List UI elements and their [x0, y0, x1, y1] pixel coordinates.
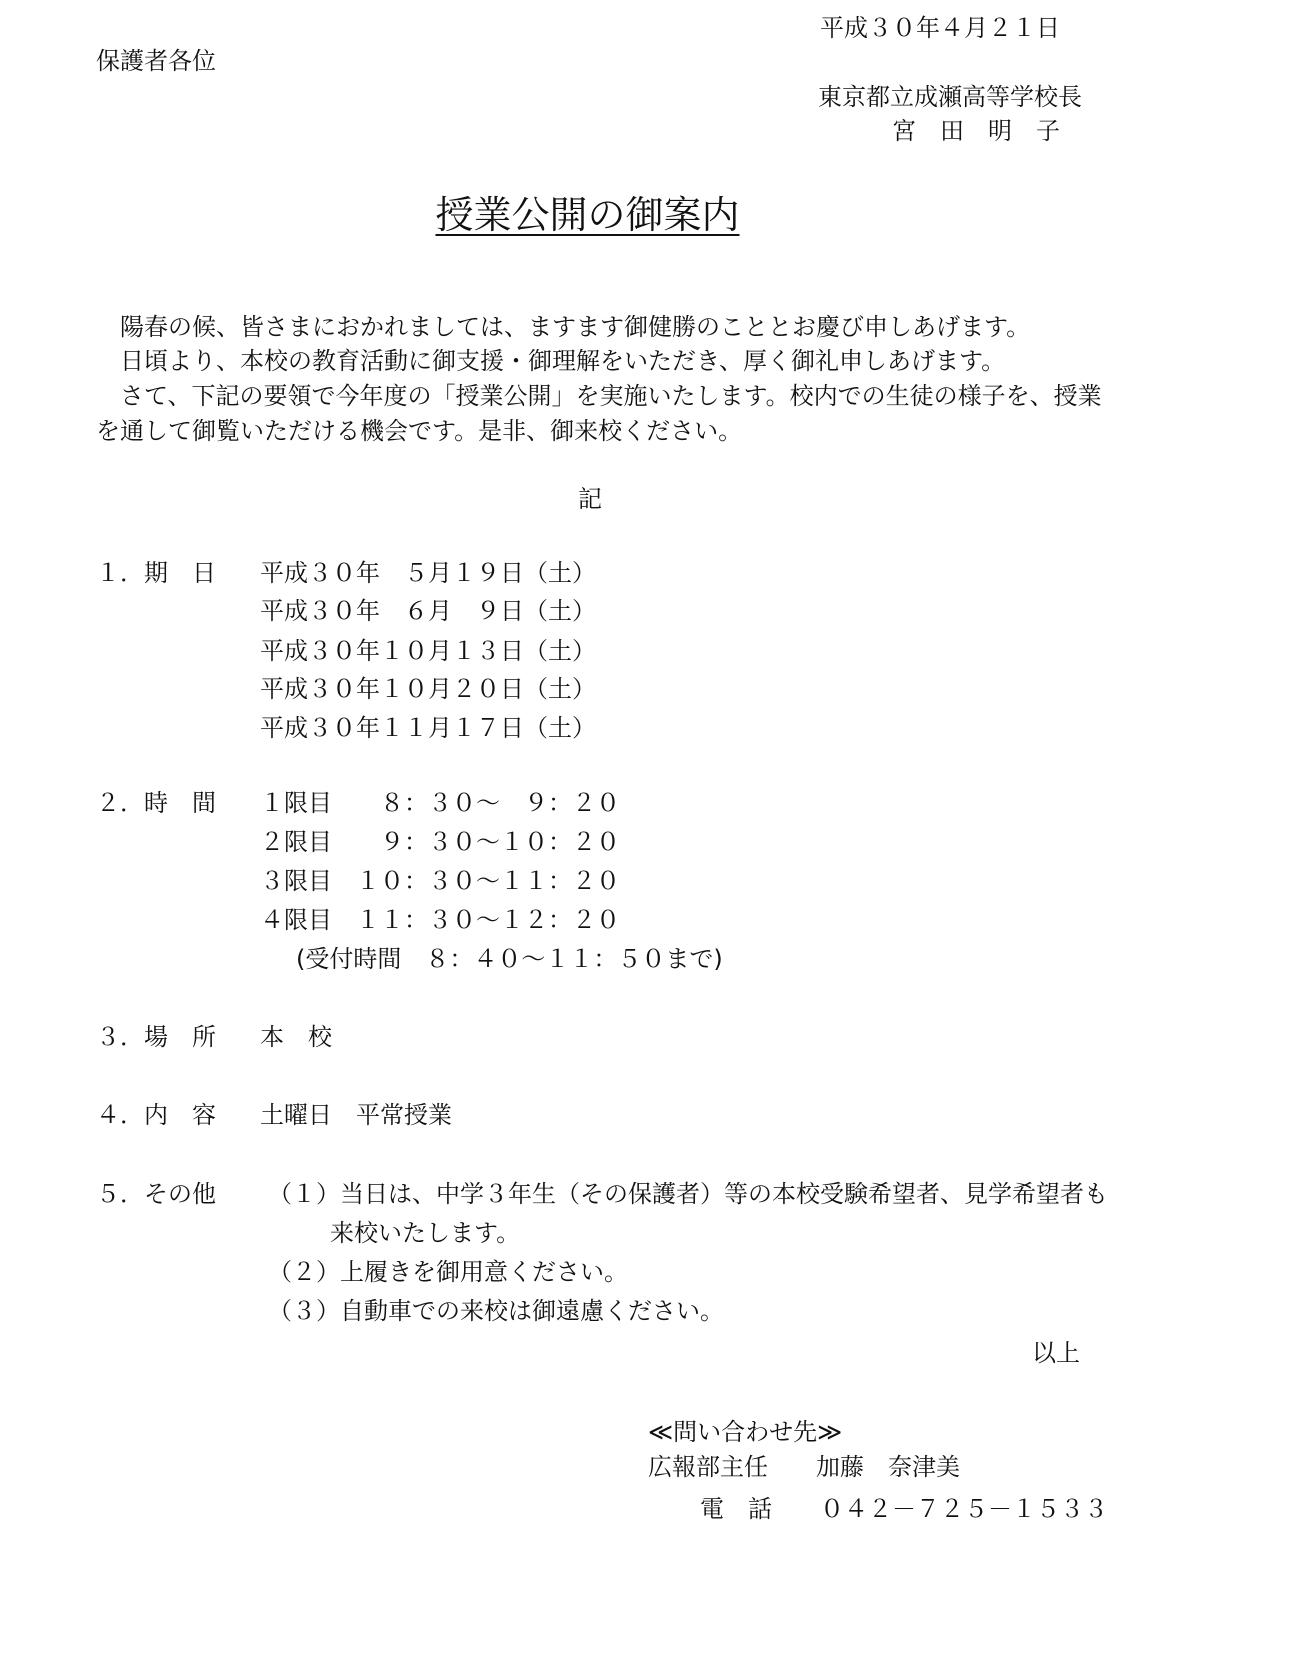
issue-date: 平成３０年４月２１日	[820, 14, 1060, 42]
page-title: 授業公開の御案内	[435, 193, 740, 237]
date-item: 平成３０年１１月１７日（土）	[260, 714, 596, 742]
time-item: ２限目 ９：３０～１０：２０	[260, 828, 620, 856]
sender-name: 宮 田 明 子	[892, 117, 1060, 145]
time-item: ４限目 １１：３０～１２：２０	[260, 906, 620, 934]
date-item: 平成３０年 ６月 ９日（土）	[260, 597, 596, 625]
contact-person: 広報部主任 加藤 奈津美	[648, 1453, 960, 1481]
body-paragraph: さて、下記の要領で今年度の「授業公開」を実施いたします。校内での生徒の様子を、授業	[120, 382, 1102, 410]
content-value: 土曜日 平常授業	[260, 1101, 452, 1129]
other-item-continuation: 来校いたします。	[330, 1219, 521, 1247]
sender-org: 東京都立成瀬高等学校長	[818, 83, 1082, 111]
contact-heading: ≪問い合わせ先≫	[648, 1418, 843, 1446]
other-item: （３）自動車での来校は御遠慮ください。	[268, 1297, 724, 1325]
time-item: １限目 ８：３０～ ９：２０	[260, 789, 620, 817]
section-label-place: ３．場 所	[96, 1023, 216, 1051]
body-paragraph: 日頃より、本校の教育活動に御支援・御理解をいただき、厚く御礼申しあげます。	[120, 347, 1006, 375]
other-item: （１）当日は、中学３年生（その保護者）等の本校受験希望者、見学希望者も	[268, 1180, 1108, 1208]
ki-heading: 記	[578, 485, 602, 513]
time-item: ３限目 １０：３０～１１：２０	[260, 867, 620, 895]
date-item: 平成３０年 ５月１９日（土）	[260, 559, 596, 587]
section-label-times: ２．時 間	[96, 789, 216, 817]
section-label-dates: １．期 日	[96, 559, 216, 587]
body-paragraph: 陽春の候、皆さまにおかれましては、ますます御健勝のこととお慶び申しあげます。	[120, 313, 1031, 341]
place-value: 本 校	[260, 1023, 332, 1051]
closing-mark: 以上	[1032, 1339, 1080, 1367]
reception-time-note: (受付時間 ８：４０～１１：５０まで)	[296, 945, 723, 973]
section-label-content: ４．内 容	[96, 1101, 216, 1129]
date-item: 平成３０年１０月１３日（土）	[260, 637, 596, 665]
recipient: 保護者各位	[96, 47, 216, 75]
contact-phone: 電 話 ０４２－７２５－１５３３	[700, 1495, 1108, 1523]
body-paragraph: を通して御覧いただける機会です。是非、御来校ください。	[96, 417, 743, 445]
date-item: 平成３０年１０月２０日（土）	[260, 675, 596, 703]
other-item: （２）上履きを御用意ください。	[268, 1258, 628, 1286]
section-label-other: ５．その他	[96, 1180, 216, 1208]
